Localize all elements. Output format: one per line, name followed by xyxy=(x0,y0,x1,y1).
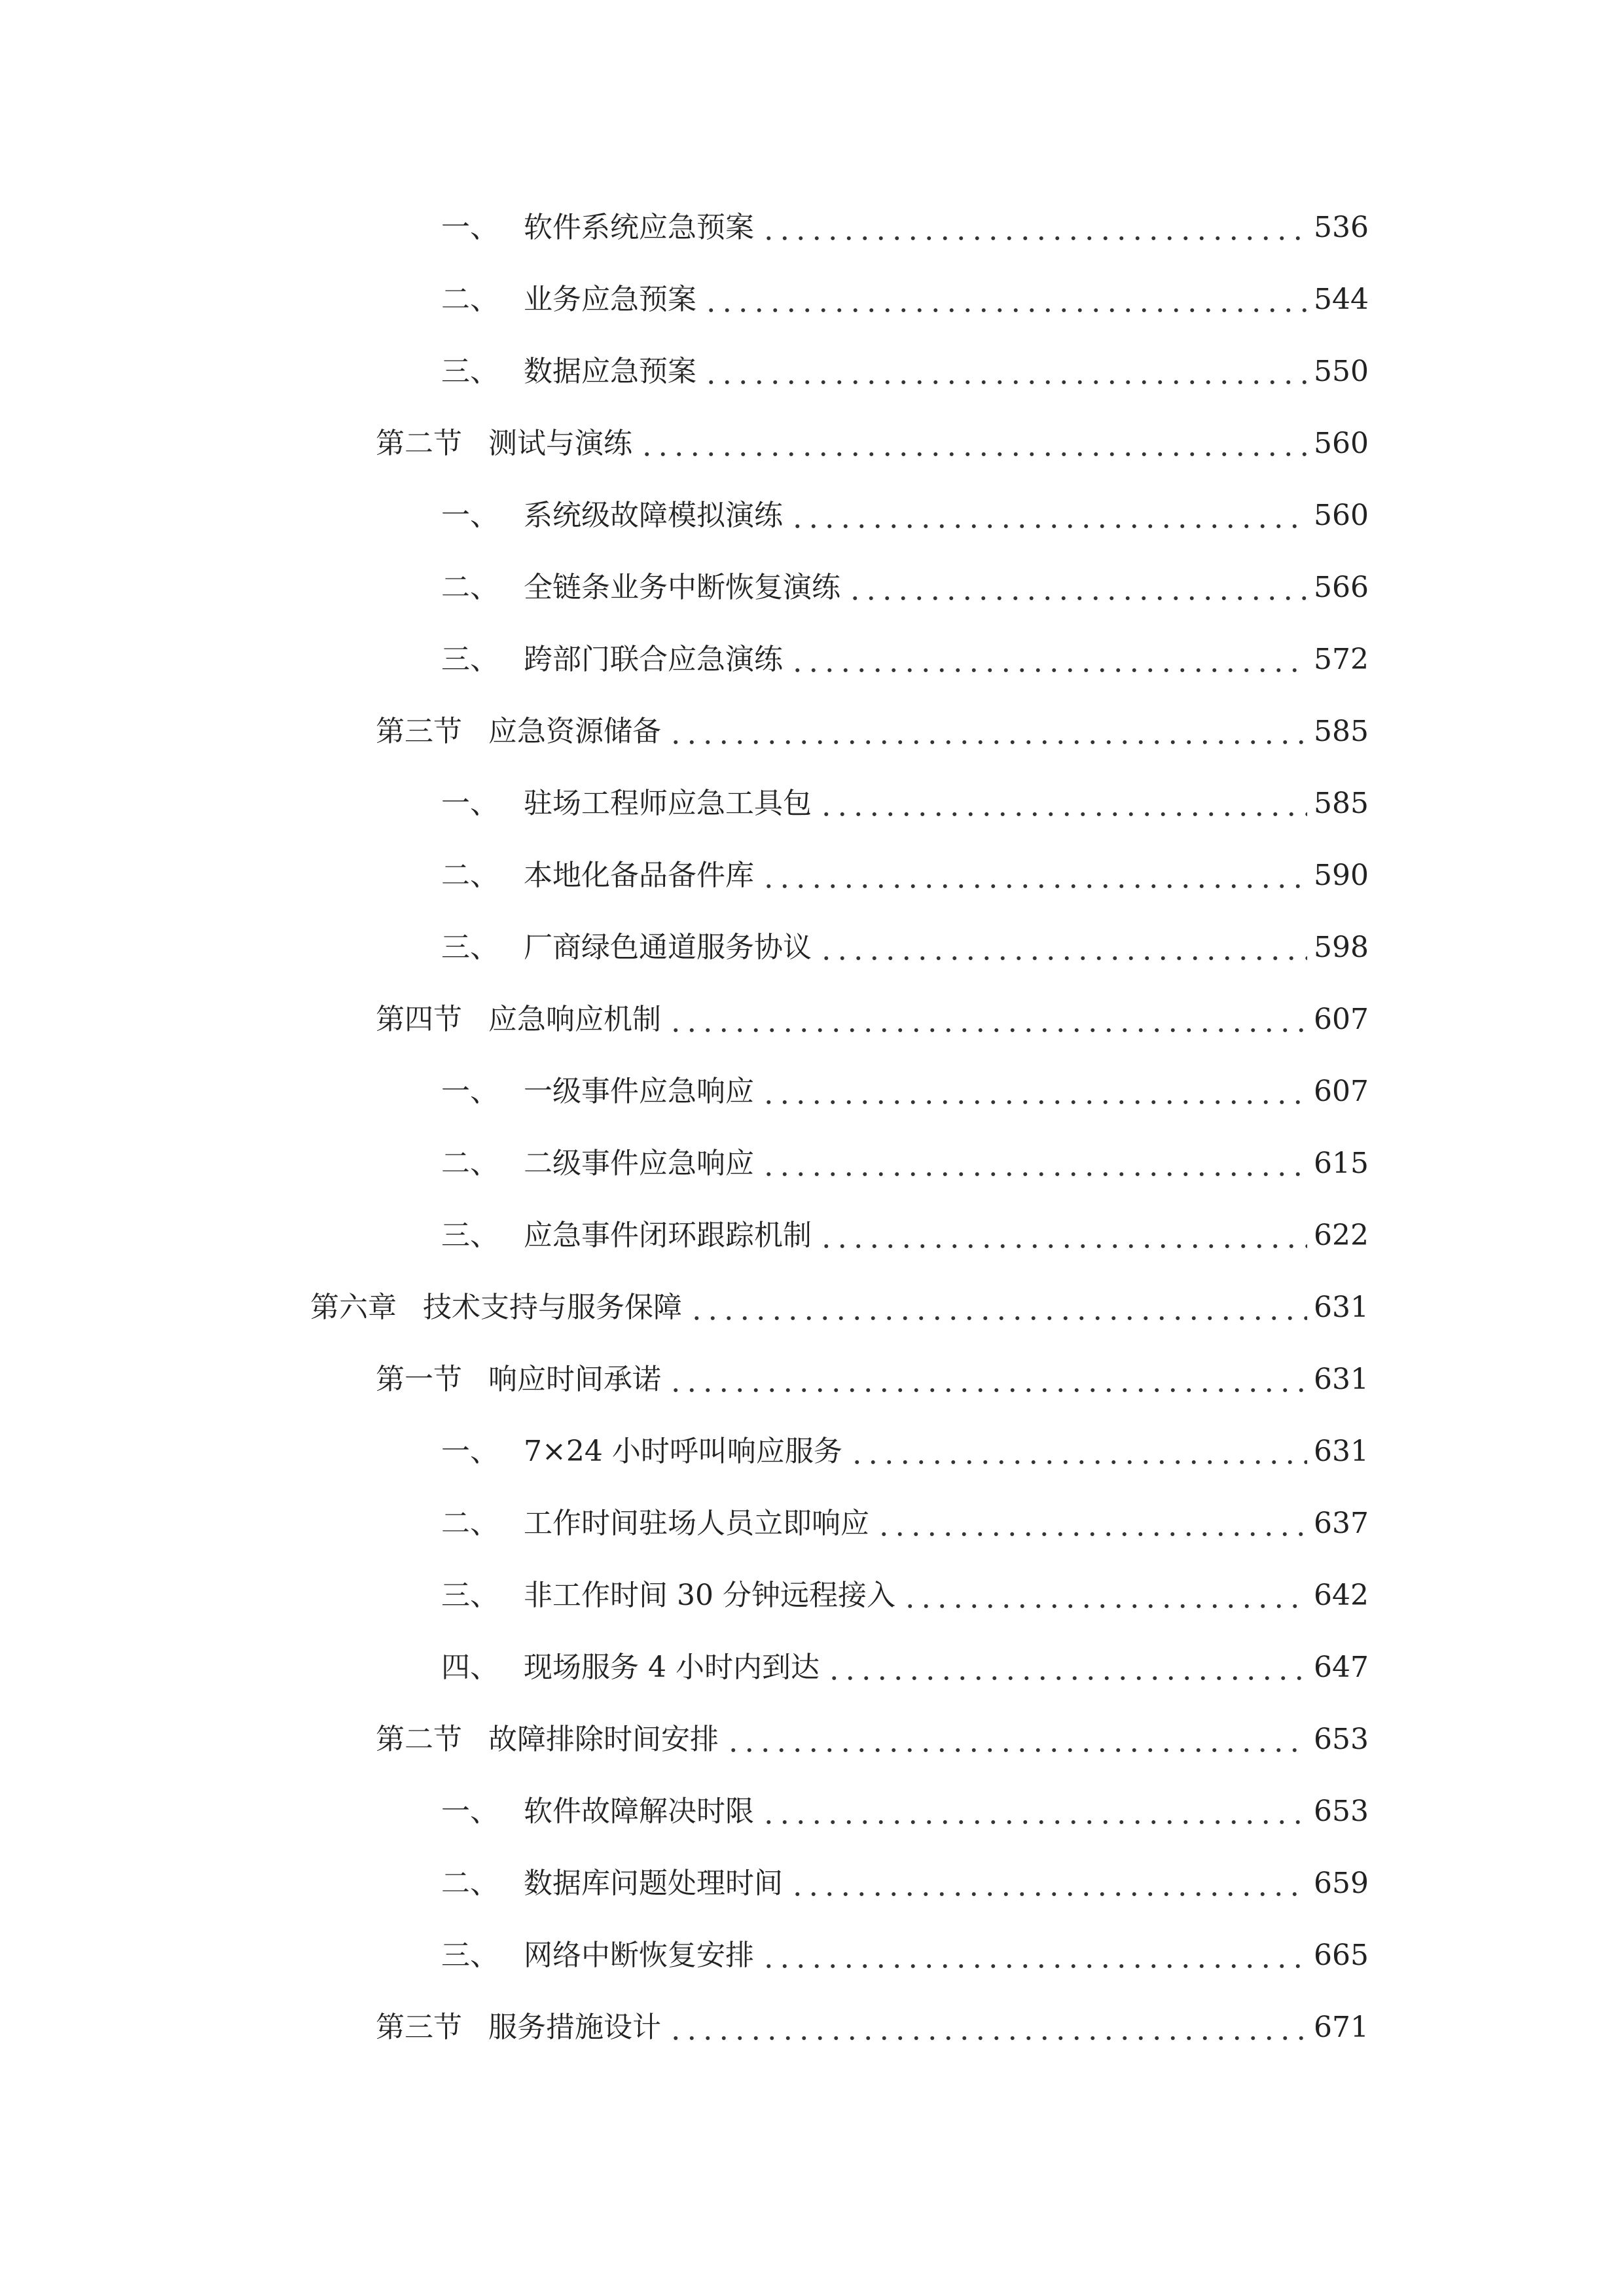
dot-leader xyxy=(761,1144,1307,1183)
dot-leader xyxy=(818,928,1307,967)
toc-entry-page: 607 xyxy=(1314,1003,1369,1036)
toc-entry-number: 一、 xyxy=(441,1075,499,1108)
toc-entry-page: 642 xyxy=(1314,1579,1369,1612)
toc-entry-page: 585 xyxy=(1314,715,1369,748)
toc-entry[interactable] xyxy=(441,280,1369,319)
toc-entry-page: 607 xyxy=(1314,1075,1369,1108)
toc-entry[interactable] xyxy=(441,1504,1369,1543)
toc-entry-number: 第二节 xyxy=(376,427,462,460)
toc-entry-number: 二、 xyxy=(441,283,499,316)
dot-leader xyxy=(639,424,1307,463)
toc-entry[interactable] xyxy=(376,1720,1369,1759)
toc-entry-title: 工作时间驻场人员立即响应 xyxy=(524,1507,869,1540)
dot-leader xyxy=(689,1288,1307,1327)
toc-entry-number: 第四节 xyxy=(376,1003,462,1036)
toc-entry[interactable] xyxy=(441,1576,1369,1615)
toc-entry-number: 三、 xyxy=(441,1219,499,1252)
toc-entry[interactable] xyxy=(441,1144,1369,1183)
toc-entry-title: 驻场工程师应急工具包 xyxy=(524,787,812,820)
dot-leader xyxy=(849,1432,1307,1471)
toc-entry-number: 二、 xyxy=(441,1867,499,1900)
toc-entry-title: 服务措施设计 xyxy=(488,2011,661,2044)
dot-leader xyxy=(902,1576,1307,1615)
dot-leader xyxy=(761,1936,1307,1975)
dot-leader xyxy=(668,1360,1307,1399)
toc-entry[interactable] xyxy=(441,496,1369,535)
toc-entry-number: 一、 xyxy=(441,787,499,820)
toc-entry-number: 一、 xyxy=(441,499,499,532)
dot-leader xyxy=(789,1864,1307,1903)
toc-entry-number: 一、 xyxy=(441,211,499,244)
dot-leader xyxy=(703,352,1307,391)
toc-entry-title: 全链条业务中断恢复演练 xyxy=(524,571,840,604)
toc-entry-title: 7×24 小时呼叫响应服务 xyxy=(524,1435,842,1468)
toc-entry-title: 故障排除时间安排 xyxy=(488,1723,719,1756)
toc-entry[interactable] xyxy=(441,1432,1369,1471)
toc-entry-page: 671 xyxy=(1314,2011,1369,2044)
toc-entry-title: 厂商绿色通道服务协议 xyxy=(524,931,812,964)
dot-leader xyxy=(789,640,1307,679)
toc-entry-page: 665 xyxy=(1314,1939,1369,1972)
dot-leader xyxy=(818,784,1307,823)
toc-entry[interactable] xyxy=(441,640,1369,679)
dot-leader xyxy=(668,712,1307,751)
toc-entry-number: 一、 xyxy=(441,1435,499,1468)
toc-entry[interactable] xyxy=(441,568,1369,607)
toc-entry[interactable] xyxy=(441,1072,1369,1111)
toc-entry[interactable] xyxy=(441,784,1369,823)
toc-entry-page: 560 xyxy=(1314,499,1369,532)
toc-entry[interactable] xyxy=(441,856,1369,895)
toc-entry-page: 637 xyxy=(1314,1507,1369,1540)
toc-entry-number: 第一节 xyxy=(376,1363,462,1396)
toc-entry-number: 三、 xyxy=(441,643,499,676)
toc-entry[interactable] xyxy=(441,1648,1369,1687)
toc-entry-page: 653 xyxy=(1314,1795,1369,1828)
toc-entry-title: 网络中断恢复安排 xyxy=(524,1939,754,1972)
toc-entry-page: 590 xyxy=(1314,859,1369,892)
toc-entry-page: 550 xyxy=(1314,355,1369,388)
toc-entry[interactable] xyxy=(376,424,1369,463)
dot-leader xyxy=(818,1216,1307,1255)
toc-entry[interactable] xyxy=(441,352,1369,391)
dot-leader xyxy=(789,496,1307,535)
toc-entry-number: 三、 xyxy=(441,1579,499,1612)
dot-leader xyxy=(725,1720,1307,1759)
toc-entry-page: 572 xyxy=(1314,643,1369,676)
toc-entry-page: 659 xyxy=(1314,1867,1369,1900)
dot-leader xyxy=(668,1000,1307,1039)
toc-entry[interactable] xyxy=(441,1936,1369,1975)
toc-entry-page: 566 xyxy=(1314,571,1369,604)
dot-leader xyxy=(703,280,1307,319)
toc-entry[interactable] xyxy=(441,1864,1369,1903)
toc-entry-number: 三、 xyxy=(441,931,499,964)
toc-entry-title: 业务应急预案 xyxy=(524,283,696,316)
toc-entry[interactable] xyxy=(441,208,1369,247)
toc-entry-title: 应急响应机制 xyxy=(488,1003,661,1036)
toc-entry-page: 544 xyxy=(1314,283,1369,316)
toc-entry-number: 第三节 xyxy=(376,2011,462,2044)
dot-leader xyxy=(876,1504,1307,1543)
dot-leader xyxy=(826,1648,1307,1687)
toc-entry-page: 536 xyxy=(1314,211,1369,244)
toc-entry-title: 非工作时间 30 分钟远程接入 xyxy=(524,1579,895,1612)
toc-entry[interactable] xyxy=(310,1288,1369,1327)
toc-entry-page: 647 xyxy=(1314,1651,1369,1684)
toc-entry-number: 三、 xyxy=(441,1939,499,1972)
toc-entry-title: 数据应急预案 xyxy=(524,355,696,388)
toc-entry-page: 615 xyxy=(1314,1147,1369,1180)
toc-entry-number: 三、 xyxy=(441,355,499,388)
toc-entry-title: 响应时间承诺 xyxy=(488,1363,661,1396)
toc-entry-number: 二、 xyxy=(441,571,499,604)
dot-leader xyxy=(761,208,1307,247)
toc-entry-title: 测试与演练 xyxy=(488,427,632,460)
dot-leader xyxy=(761,1792,1307,1831)
toc-entry-number: 四、 xyxy=(441,1651,499,1684)
toc-entry-page: 653 xyxy=(1314,1723,1369,1756)
toc-entry-number: 第六章 xyxy=(310,1291,397,1324)
toc-entry-title: 软件故障解决时限 xyxy=(524,1795,754,1828)
dot-leader xyxy=(761,856,1307,895)
toc-entry[interactable] xyxy=(376,1000,1369,1039)
toc-entry-number: 第三节 xyxy=(376,715,462,748)
toc-entry-number: 二、 xyxy=(441,1147,499,1180)
toc-entry-title: 应急资源储备 xyxy=(488,715,661,748)
toc-entry-title: 本地化备品备件库 xyxy=(524,859,754,892)
toc-entry[interactable] xyxy=(441,1216,1369,1255)
toc-entry-number: 二、 xyxy=(441,859,499,892)
toc-entry-title: 应急事件闭环跟踪机制 xyxy=(524,1219,812,1252)
toc-entry[interactable] xyxy=(441,928,1369,967)
dot-leader xyxy=(668,2008,1307,2047)
toc-entry[interactable] xyxy=(376,2008,1369,2047)
toc-entry-page: 631 xyxy=(1314,1363,1369,1396)
toc-entry-title: 跨部门联合应急演练 xyxy=(524,643,783,676)
toc-entry-number: 一、 xyxy=(441,1795,499,1828)
toc-entry-title: 系统级故障模拟演练 xyxy=(524,499,783,532)
toc-entry-title: 一级事件应急响应 xyxy=(524,1075,754,1108)
toc-entry[interactable] xyxy=(376,712,1369,751)
toc-entry-title: 现场服务 4 小时内到达 xyxy=(524,1651,820,1684)
toc-entry[interactable] xyxy=(441,1792,1369,1831)
toc-entry-title: 技术支持与服务保障 xyxy=(423,1291,682,1324)
toc-entry-title: 软件系统应急预案 xyxy=(524,211,754,244)
toc-entry-number: 第二节 xyxy=(376,1723,462,1756)
toc-entry-page: 585 xyxy=(1314,787,1369,820)
toc-entry-page: 631 xyxy=(1314,1435,1369,1468)
dot-leader xyxy=(847,568,1307,607)
toc-entry-page: 598 xyxy=(1314,931,1369,964)
toc-entry-title: 二级事件应急响应 xyxy=(524,1147,754,1180)
toc-entry-page: 560 xyxy=(1314,427,1369,460)
dot-leader xyxy=(761,1072,1307,1111)
toc-entry[interactable] xyxy=(376,1360,1369,1399)
toc-entry-page: 622 xyxy=(1314,1219,1369,1252)
toc-entry-page: 631 xyxy=(1314,1291,1369,1324)
toc-entry-number: 二、 xyxy=(441,1507,499,1540)
toc-entry-title: 数据库问题处理时间 xyxy=(524,1867,783,1900)
